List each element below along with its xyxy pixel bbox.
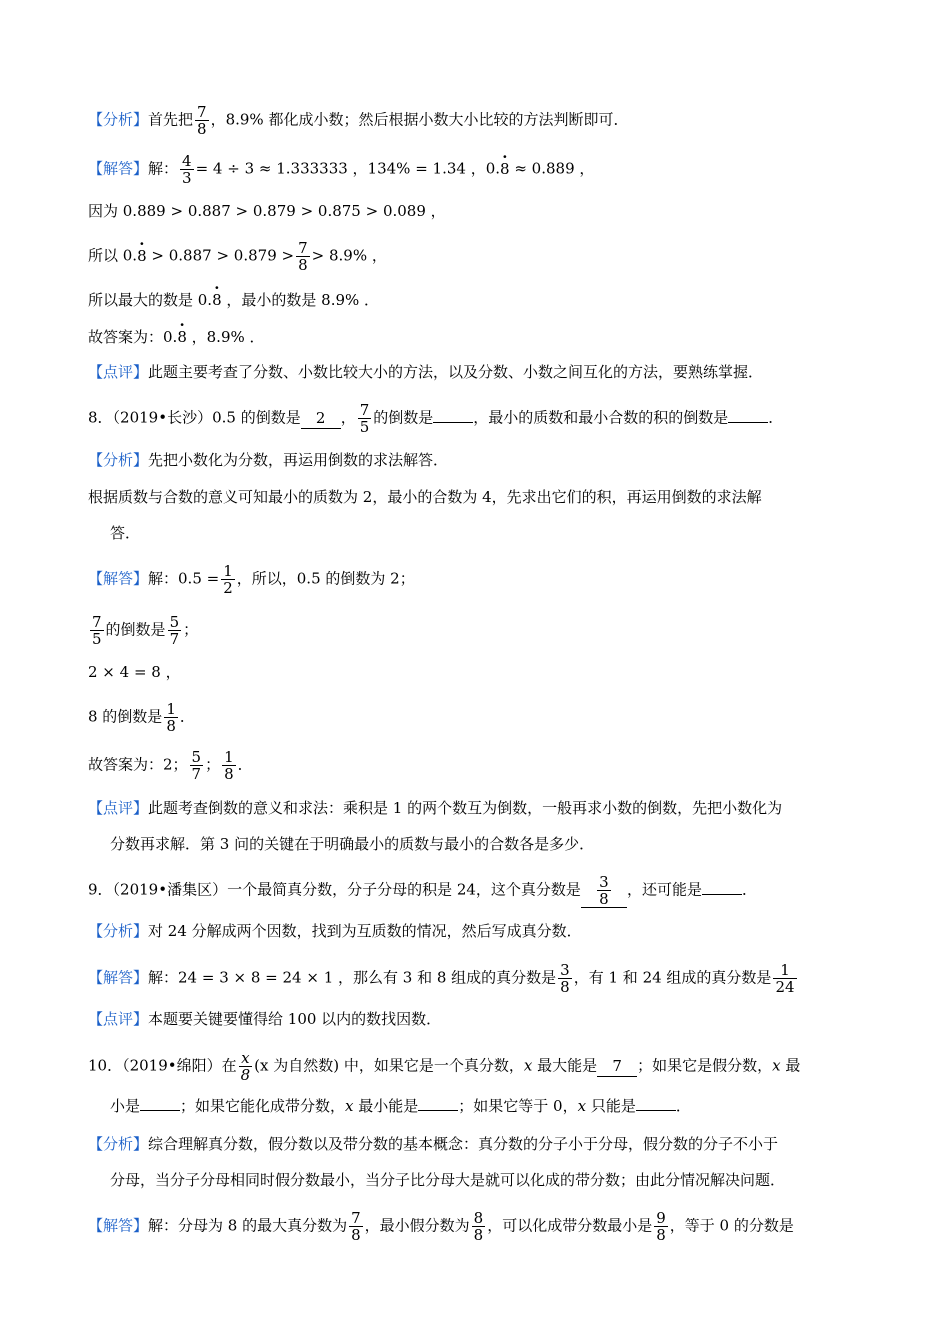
answer-blank: 7 xyxy=(597,1056,637,1077)
fraction: $\frac{7}{8}$ xyxy=(351,1209,361,1244)
repeating-digit: · 8 xyxy=(212,290,222,310)
answer-blank xyxy=(140,1110,180,1111)
q9-question: 9．（2019•潘集区）一个最简真分数，分子分母的积是 24，这个真分数是 $\frac{3}{8}$ ，还可能是 ． xyxy=(88,873,757,908)
repeating-digit: · 8 xyxy=(177,327,187,347)
q8-solution-line2: $\frac{7}{5}$ 的倒数是 $\frac{5}{7}$ ； xyxy=(92,613,199,648)
comment-tag: 【点评】 xyxy=(88,363,149,381)
fraction: $\frac{7}{5}$ xyxy=(359,401,370,436)
q8-solution-line3: 2 × 4 = 8 ， xyxy=(88,663,181,681)
analysis-tag: 【分析】 xyxy=(88,451,149,469)
comment-tag: 【点评】 xyxy=(88,799,149,817)
comment-tag: 【点评】 xyxy=(88,1010,149,1028)
fraction: $\frac{5}{7}$ xyxy=(191,748,202,783)
fraction: $\frac{5}{7}$ xyxy=(169,613,180,648)
analysis-tag: 【分析】 xyxy=(88,922,149,940)
q10-solution: 【解答】解：分母为 8 的最大真分数为 $\frac{7}{8}$ ，最小假分数为 $\frac{8}{8}$ ，可以化成带分数最小是 $\frac{9}{8}$ ，等于 0 的分数是 xyxy=(88,1209,794,1244)
q9-comment: 【点评】本题要关键要懂得给 100 以内的数找因数． xyxy=(88,1010,442,1028)
fraction: $\frac{3}{8}$ xyxy=(560,961,570,996)
fraction: $\frac{7}{8}$ xyxy=(197,103,207,138)
fraction: $\frac{8}{8}$ xyxy=(473,1209,484,1244)
q10-question: 10．（2019•绵阳）在 $\frac{x}{8}$ (x 为自然数) 中，如果它是一个真分数，x 最大能是 7 ；如果它是假分数，x 最 xyxy=(88,1049,801,1084)
fraction: $\frac{7}{8}$ xyxy=(298,239,308,274)
answer-blank: 2 xyxy=(301,408,341,429)
answer-blank xyxy=(418,1110,458,1111)
fraction: $\frac{3}{8}$ xyxy=(599,873,609,908)
q10-question-line2: 小是 ；如果它能化成带分数，x 最小能是 ；如果它等于 0，x 只能是 ． xyxy=(110,1097,691,1115)
answer-blank xyxy=(636,1110,676,1111)
q8-analysis-line3: 答． xyxy=(110,524,141,542)
repeating-digit: · 8 xyxy=(500,159,510,179)
q8-comment-line2: 分数再求解．第 3 问的关键在于明确最小的质数与最小的合数各是多少． xyxy=(110,835,595,853)
q8-analysis: 【分析】先把小数化为分数，再运用倒数的求法解答． xyxy=(88,451,449,469)
analysis-tag: 【分析】 xyxy=(88,110,149,129)
solution-tag: 【解答】 xyxy=(88,968,149,987)
fraction: $\frac{9}{8}$ xyxy=(656,1209,666,1244)
q7-solution-line1: 【解答】解： $\frac{4}{3}$ = 4 ÷ 3 ≈ 1.333333 ，134% = 1.34 ，0.· 8 ≈ 0.889 ， xyxy=(88,153,866,186)
answer-blank xyxy=(581,874,627,908)
q7-solution-line2: 因为 0.889 > 0.887 > 0.879 > 0.875 > 0.089 ， xyxy=(88,202,446,220)
q8-solution-line1: 【解答】解：0.5 = $\frac{1}{2}$ ，所以，0.5 的倒数为 2； xyxy=(88,562,415,597)
repeating-digit: · 8 xyxy=(137,246,147,266)
q8-comment: 【点评】此题考查倒数的意义和求法：乘积是 1 的两个数互为倒数，一般再求小数的倒数，先把小数化为 xyxy=(88,799,783,817)
q8-analysis-line2: 根据质数与合数的意义可知最小的质数为 2，最小的合数为 4，先求出它们的积，再运用倒数的求法解 xyxy=(88,488,762,506)
q7-comment: 【点评】此题主要考查了分数、小数比较大小的方法，以及分数、小数之间互化的方法，要熟练掌握． xyxy=(88,363,764,381)
solution-tag: 【解答】 xyxy=(88,159,149,178)
fraction: $\frac{4}{3}$ xyxy=(182,152,192,187)
fraction: $\frac{1}{8}$ xyxy=(166,700,176,735)
solution-tag: 【解答】 xyxy=(88,1216,149,1235)
fraction: $\frac{7}{5}$ xyxy=(92,613,102,648)
q7-analysis: 【分析】首先把 $\frac{7}{8}$ ，8.9% 都化成小数；然后根据小数大小比较的方法判断即可． xyxy=(88,103,629,138)
q8-question: 8．（2019•长沙）0.5 的倒数是 2 ， $\frac{7}{5}$ 的倒数是 ，最小的质数和最小合数的积的倒数是 ． xyxy=(88,401,784,436)
fraction: $\frac{1}{24}$ xyxy=(775,961,795,996)
fraction: $\frac{x}{8}$ xyxy=(240,1049,251,1084)
q7-answer: 故答案为：0.· 8 ，8.9% ． xyxy=(88,327,866,347)
fraction: $\frac{1}{2}$ xyxy=(223,562,233,597)
q10-analysis: 【分析】综合理解真分数，假分数以及带分数的基本概念：真分数的分子小于分母，假分数的分子不小于 xyxy=(88,1135,779,1153)
fraction: $\frac{1}{8}$ xyxy=(224,748,234,783)
answer-blank xyxy=(433,422,473,423)
q8-answer: 故答案为：2； $\frac{5}{7}$ ； $\frac{1}{8}$ ． xyxy=(88,748,253,783)
q9-analysis: 【分析】对 24 分解成两个因数，找到为互质数的情况，然后写成真分数． xyxy=(88,922,582,940)
solution-tag: 【解答】 xyxy=(88,569,149,588)
q9-solution: 【解答】解：24 = 3 × 8 = 24 × 1 ，那么有 3 和 8 组成的真分数是 $\frac{3}{8}$ ，有 1 和 24 组成的真分数是 $\frac{1}{24}$ xyxy=(88,961,795,996)
q7-solution-line3: 所以 0.· 8 > 0.887 > 0.879 > $\frac{7}{8}$ > 8.9% ， xyxy=(88,240,866,273)
q10-analysis-line2: 分母，当分子分母相同时假分数最小，当分子比分母大是就可以化成的带分数；由此分情况解决问题． xyxy=(110,1171,786,1189)
q7-solution-line4: 所以最大的数是 0.· 8 ，最小的数是 8.9% ． xyxy=(88,290,866,310)
answer-blank xyxy=(728,422,768,423)
q8-solution-line4: 8 的倒数是 $\frac{1}{8}$ ． xyxy=(88,700,195,735)
answer-blank xyxy=(702,894,742,895)
analysis-tag: 【分析】 xyxy=(88,1135,149,1153)
